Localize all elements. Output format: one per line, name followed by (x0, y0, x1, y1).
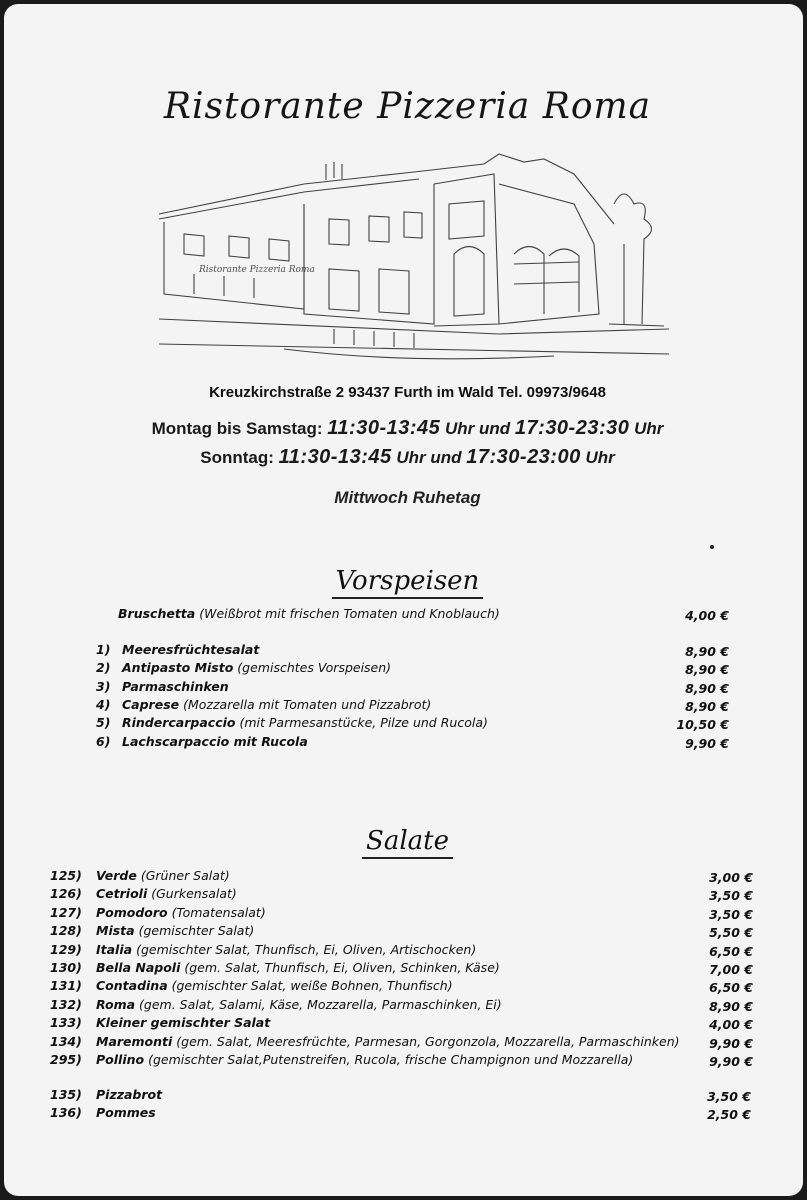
item-name: Italia (96, 941, 133, 957)
item-desc: (gem. Salat, Thunfisch, Ei, Oliven, Schinken, Käse) (184, 960, 500, 975)
item-price: 3,50 € (709, 888, 753, 904)
item-name: Parmaschinken (122, 678, 229, 694)
hours-weekdays-mid: Uhr und (445, 419, 511, 438)
hours-sunday-mid: Uhr und (396, 448, 462, 467)
item-name: Rindercarpaccio (122, 715, 236, 731)
list-item (50, 960, 500, 979)
stray-dot (710, 545, 714, 549)
item-number: 6) (96, 733, 111, 749)
item-number: 3) (96, 678, 111, 694)
item-number: 131) (50, 978, 82, 994)
item-price: 4,00 € (709, 1017, 753, 1033)
item-number: 136) (50, 1105, 82, 1121)
menu-page (4, 4, 803, 1196)
hours-weekdays (4, 417, 803, 440)
item-name: Antipasto Misto (122, 660, 234, 676)
item-number: 5) (96, 715, 111, 731)
item-desc: (Grüner Salat) (140, 868, 230, 883)
item-number: 133) (50, 1015, 82, 1031)
item-price: 6,50 € (709, 980, 753, 996)
vorspeisen-heading-text: Vorspeisen (332, 566, 484, 599)
item-desc: (Mozzarella mit Tomaten und Pizzabrot) (183, 696, 432, 712)
hours-sunday-end: Uhr (585, 448, 615, 467)
item-desc: (gem. Salat, Salami, Käse, Mozzarella, Parmaschinken, Ei) (139, 996, 502, 1012)
item-price: 3,50 € (707, 1089, 751, 1104)
item-name: Bruschetta (118, 606, 196, 621)
menu-item-bruschetta (118, 606, 500, 625)
restaurant-building-drawing (154, 144, 674, 369)
closed-day: Mittwoch Ruhetag (334, 488, 481, 507)
item-name: Maremonti (96, 1033, 173, 1049)
list-item (50, 905, 266, 924)
item-name: Mista (96, 923, 135, 939)
list-item (50, 978, 453, 997)
hours-sunday-time1: 11:30-13:45 (278, 446, 392, 468)
item-name: Pollino (96, 1052, 145, 1067)
item-name: Kleiner gemischter Salat (96, 1015, 271, 1031)
hours-weekdays-time1: 11:30-13:45 (327, 417, 441, 439)
item-number: 126) (50, 886, 82, 902)
list-item (50, 1087, 162, 1106)
item-number: 127) (50, 904, 82, 920)
item-desc: (gemischter Salat) (138, 923, 255, 939)
item-desc: (Gurkensalat) (151, 886, 237, 902)
salate-heading-text: Salate (362, 826, 453, 859)
item-price: 3,50 € (709, 906, 753, 922)
hours-weekdays-time2: 17:30-23:30 (514, 417, 630, 439)
list-item (50, 886, 237, 905)
list-item (96, 642, 259, 661)
list-item (50, 942, 476, 961)
item-number: 4) (96, 696, 111, 712)
address-line: Kreuzkirchstraße 2 93437 Furth im Wald Tel. 09973/9648 (209, 384, 606, 401)
item-price: 10,50 € (676, 717, 729, 733)
item-desc: (Tomatensalat) (171, 904, 266, 920)
item-number: 2) (96, 660, 111, 676)
list-item (96, 734, 308, 753)
item-name: Pomodoro (96, 904, 168, 920)
item-desc: (mit Parmesanstücke, Pilze und Rucola) (239, 715, 488, 731)
item-number: 135) (50, 1087, 82, 1102)
list-item (50, 1034, 680, 1053)
hours-sunday-day: Sonntag: (200, 448, 274, 467)
item-price: 9,90 € (685, 735, 729, 751)
hours-sunday (4, 446, 803, 469)
list-item (96, 697, 431, 716)
list-item (50, 1015, 270, 1034)
item-name: Cetrioli (96, 886, 148, 902)
svg-text:Ristorante Pizzeria Roma: Ristorante Pizzeria Roma (199, 265, 315, 275)
item-name: Roma (96, 996, 136, 1012)
hours-sunday-time2: 17:30-23:00 (466, 446, 581, 468)
item-price: 4,00 € (685, 608, 729, 623)
item-price: 9,90 € (709, 1035, 753, 1051)
list-item (96, 660, 391, 679)
list-item (50, 997, 502, 1016)
hours-weekdays-day: Montag bis Samstag: (151, 419, 323, 438)
item-number: 125) (50, 868, 82, 883)
hours-weekdays-end: Uhr (634, 419, 664, 438)
list-item (50, 1105, 156, 1124)
list-item (50, 1052, 633, 1071)
item-price: 2,50 € (707, 1107, 751, 1123)
item-number: 134) (50, 1033, 82, 1049)
item-name: Pizzabrot (96, 1087, 163, 1102)
item-desc: (gem. Salat, Meeresfrüchte, Parmesan, Gorgonzola, Mozzarella, Parmaschinken) (176, 1033, 680, 1049)
list-item (96, 679, 229, 698)
item-desc: (gemischter Salat, Thunfisch, Ei, Oliven, Artischocken) (136, 941, 477, 957)
item-price: 6,50 € (709, 943, 753, 959)
item-name: Meeresfrüchtesalat (122, 642, 260, 657)
item-price: 9,90 € (709, 1054, 753, 1069)
item-name: Bella Napoli (96, 960, 181, 975)
item-price: 3,00 € (709, 870, 753, 885)
item-number: 130) (50, 960, 82, 975)
item-desc: (gemischtes Vorspeisen) (237, 660, 392, 676)
item-desc: (gemischter Salat, weiße Bohnen, Thunfisch) (171, 978, 453, 994)
item-price: 7,00 € (709, 962, 753, 977)
restaurant-title: Ristorante Pizzeria Roma (163, 86, 652, 127)
item-desc: (gemischter Salat,Putenstreifen, Rucola, frische Champignon und Mozzarella) (148, 1052, 634, 1067)
item-name: Contadina (96, 978, 168, 994)
section-heading-vorspeisen (4, 566, 803, 596)
item-price: 8,90 € (709, 998, 753, 1014)
list-item (96, 715, 488, 734)
list-item (50, 923, 254, 942)
item-price: 8,90 € (685, 680, 729, 696)
item-price: 8,90 € (685, 698, 729, 714)
item-name: Lachscarpaccio mit Rucola (122, 733, 308, 749)
item-number: 129) (50, 941, 82, 957)
item-desc: (Weißbrot mit frischen Tomaten und Knoblauch) (199, 606, 500, 621)
item-name: Caprese (122, 696, 180, 712)
item-price: 8,90 € (685, 644, 729, 659)
item-number: 295) (50, 1052, 82, 1067)
item-name: Pommes (96, 1105, 156, 1121)
item-number: 1) (96, 642, 111, 657)
list-item (50, 868, 230, 887)
item-price: 5,50 € (709, 925, 753, 941)
section-heading-salate (4, 826, 803, 856)
item-name: Verde (96, 868, 137, 883)
item-number: 128) (50, 923, 82, 939)
item-price: 8,90 € (685, 662, 729, 678)
item-number: 132) (50, 996, 82, 1012)
